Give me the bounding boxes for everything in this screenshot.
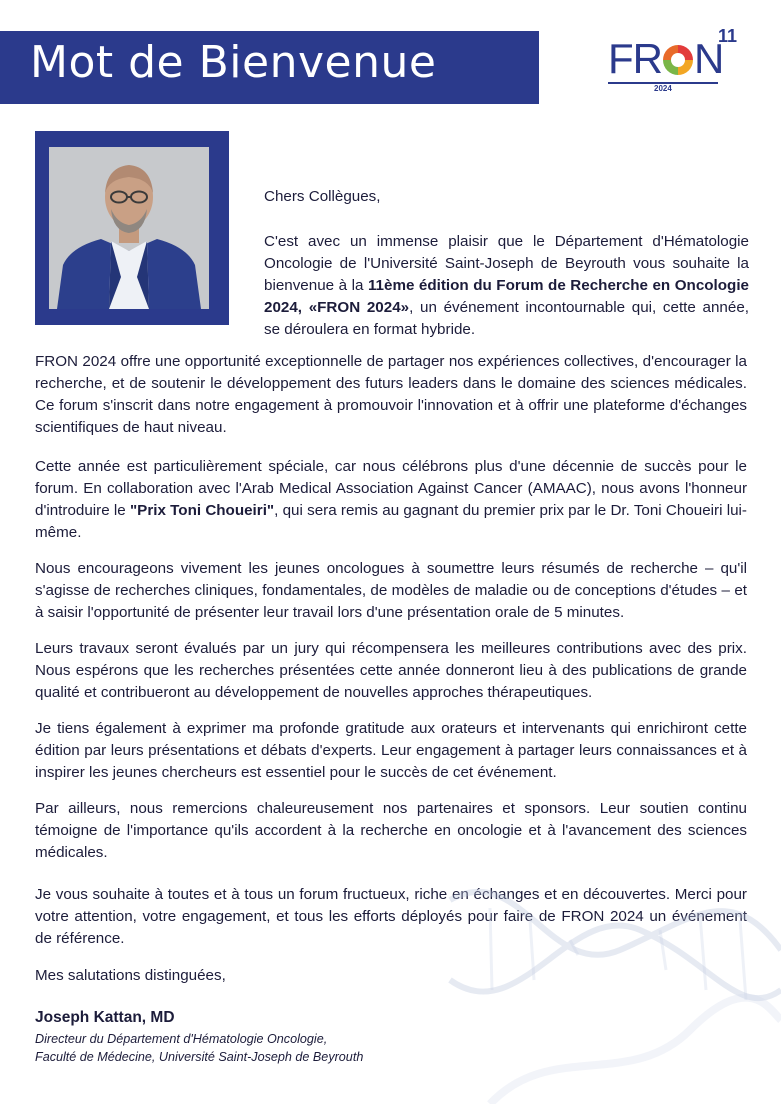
paragraph-sponsors: Par ailleurs, nous remercions chaleureusement nos partenaires et sponsors. Leur soutien continu témoigne de l'importance qu'ils accordent à la recherche en oncologie et à l'avancement des sciences médicales.	[35, 800, 747, 861]
portrait-photo	[49, 147, 209, 309]
intro-text-start: C'est avec un immense plaisir que le Département d'Hématologie Oncologie de l'Université Saint-Joseph de Beyrouth vous souhaite la bienvenue à la	[264, 233, 749, 294]
page-title: Mot de Bienvenue	[30, 37, 437, 88]
logo-word-end: N	[694, 35, 724, 82]
logo-year: 2024	[654, 84, 672, 93]
intro-event-name: 11ème édition du Forum de Recherche en Oncologie 2024, «FRON 2024»	[264, 277, 749, 316]
logo-wordmark	[608, 35, 724, 82]
logo-word-start: FR	[608, 35, 662, 82]
paragraph-opportunity: FRON 2024 offre une opportunité exceptionnelle de partager nos expériences collectives, d'encourager la recherche, et de soutenir le développement des futurs leaders dans le domaine des sciences médicales. Ce forum s'inscrit dans notre engagement à promouvoir l'innovation et à offrir une plateforme d'échanges scientifiques de haut niveau.	[35, 353, 747, 436]
special-year-text-start: Cette année est particulièrement spéciale, car nous célébrons plus d'une décennie de succès pour le forum. En collaboration avec l'Arab Medical Association Against Cancer (AMAAC), nous avons l'honneur d'introduire le	[35, 458, 747, 519]
paragraph-special-year	[35, 456, 747, 544]
letter-greeting: Chers Collègues,	[264, 188, 381, 205]
letter-closing: Mes salutations distinguées,	[35, 967, 226, 984]
dna-watermark-icon	[430, 860, 781, 1104]
signature-name: Joseph Kattan, MD	[35, 1009, 175, 1026]
title-banner	[0, 31, 539, 104]
logo-o-ring-icon	[663, 45, 693, 75]
intro-text-end: , un événement incontournable qui, cette année, se déroulera en format hybride.	[264, 299, 749, 338]
signature-affiliation: Faculté de Médecine, Université Saint-Joseph de Beyrouth	[35, 1050, 364, 1064]
prize-name: "Prix Toni Choueiri"	[129, 502, 275, 519]
fron-logo	[602, 26, 742, 96]
paragraph-wishes: Je vous souhaite à toutes et à tous un forum fructueux, riche en échanges et en découvertes. Merci pour votre attention, votre engagement, et tous les efforts déployés pour faire de FRON 2024 un événement de référence.	[35, 886, 747, 947]
portrait-frame	[35, 131, 229, 325]
paragraph-encouragement: Nous encourageons vivement les jeunes oncologues à soumettre leurs résumés de recherche – qu'il s'agisse de recherches cliniques, fondamentales, de modèles de maladie ou de conceptions d'études – et à saisir l'opportunité de présenter leur travail lors d'une présentation orale de 5 minutes.	[35, 560, 747, 621]
portrait-illustration	[49, 147, 209, 309]
signature-role: Directeur du Département d'Hématologie Oncologie,	[35, 1032, 328, 1046]
intro-paragraph	[264, 231, 749, 341]
logo-superscript: 11	[718, 26, 738, 46]
special-year-text-end: , qui sera remis au gagnant du premier prix par le Dr. Toni Choueiri lui- même.	[35, 502, 747, 541]
paragraph-evaluation: Leurs travaux seront évalués par un jury qui récompensera les meilleures contributions avec des prix. Nous espérons que les recherches présentées cette année donneront lieu à des publications de grande qualité et contribueront au développement de nouvelles approches thérapeutiques.	[35, 640, 747, 701]
paragraph-gratitude: Je tiens également à exprimer ma profonde gratitude aux orateurs et intervenants qui enrichiront cette édition par leurs présentations et débats d'experts. Leur engagement à partager leurs connaissances et à inspirer les jeunes chercheurs est essentiel pour le succès de cet événement.	[35, 720, 747, 781]
